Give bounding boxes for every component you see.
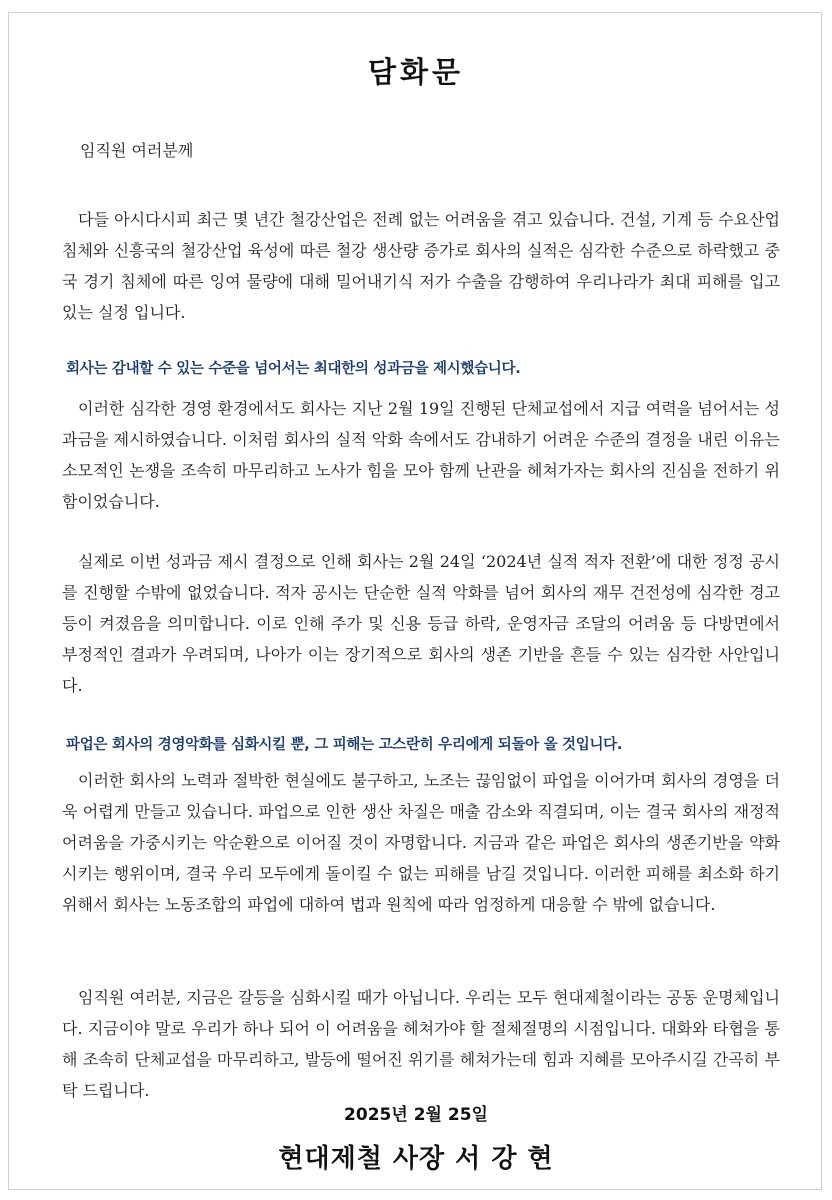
signature: 현대제철 사장 서 강 현 xyxy=(278,1144,554,1174)
paragraph-closing-appeal: 임직원 여러분, 지금은 갈등을 심화시킬 때가 아닙니다. 우리는 모두 현대제철이라는 공동 운명체입니다. 지금이야 말로 우리가 하나 되어 이 어려움을 헤쳐가야 할 절체절명의 시점입니다. 대화와 타협을 통해 조속히 단체교섭을 마무리하고, 발등에 떨어진 위기를 헤쳐가는데 힘과 지혜를 모아주시길 간곡히 부탁 드립니다. xyxy=(62,988,780,1100)
paragraph-industry-situation: 다들 아시다시피 최근 몇 년간 철강산업은 전례 없는 어려움을 겪고 있습니다. 건설, 기계 등 수요산업 침체와 신흥국의 철강산업 육성에 따른 철강 생산량 증가로 회사의 실적은 심각한 수준으로 하락했고 중국 경기 침체에 따른 잉여 물량에 대해 밀어내기식 저가 수출을 감행하여 우리나라가 최대 피해를 입고 있는 실정 입니다. xyxy=(62,210,780,322)
section-heading-bonus: 회사는 감내할 수 있는 수준을 넘어서는 최대한의 성과금을 제시했습니다. xyxy=(66,361,521,377)
document-title: 담화문 xyxy=(367,55,465,89)
paragraph-strike-impact: 이러한 회사의 노력과 절박한 현실에도 불구하고, 노조는 끊임없이 파업을 이어가며 회사의 경영을 더욱 어렵게 만들고 있습니다. 파업으로 인한 생산 차질은 매출 감소와 직결되며, 이는 결국 회사의 재정적 어려움을 가중시키는 악순환으로 이어질 것이 자명합니다. 지금과 같은 파업은 회사의 생존기반을 약화시키는 행위이며, 결국 우리 모두에게 돌이킬 수 없는 피해를 남길 것입니다. 이러한 피해를 최소화 하기 위해서 회사는 노동조합의 파업에 대하여 법과 원칙에 따라 엄정하게 대응할 수 밖에 없습니다. xyxy=(62,771,780,914)
paragraph-bonus-offer: 이러한 심각한 경영 환경에서도 회사는 지난 2월 19일 진행된 단체교섭에서 지급 여력을 넘어서는 성과금을 제시하였습니다. 이처럼 회사의 실적 악화 속에서도 감내하기 어려운 수준의 결정을 내린 이유는 소모적인 논쟁을 조속히 마무리하고 노사가 힘을 모아 함께 난관을 헤쳐가자는 회사의 진심을 전하기 위함이었습니다. xyxy=(62,399,780,511)
salutation: 임직원 여러분께 xyxy=(80,141,194,160)
paragraph-deficit-disclosure: 실제로 이번 성과금 제시 결정으로 인해 회사는 2월 24일 ‘2024년 실적 적자 전환’에 대한 정정 공시를 진행할 수밖에 없었습니다. 적자 공시는 단순한 실적 악화를 넘어 회사의 재무 건전성에 심각한 경고등이 켜졌음을 의미합니다. 이로 인해 주가 및 신용 등급 하락, 운영자금 조달의 어려움 등 다방면에서 부정적인 결과가 우려되며, 나아가 이는 장기적으로 회사의 생존 기반을 흔들 수 있는 심각한 사안입니다. xyxy=(62,552,780,695)
section-heading-strike: 파업은 회사의 경영악화를 심화시킬 뿐, 그 피해는 고스란히 우리에게 되돌아 올 것입니다. xyxy=(66,737,623,753)
document-date: 2025년 2월 25일 xyxy=(344,1105,488,1125)
